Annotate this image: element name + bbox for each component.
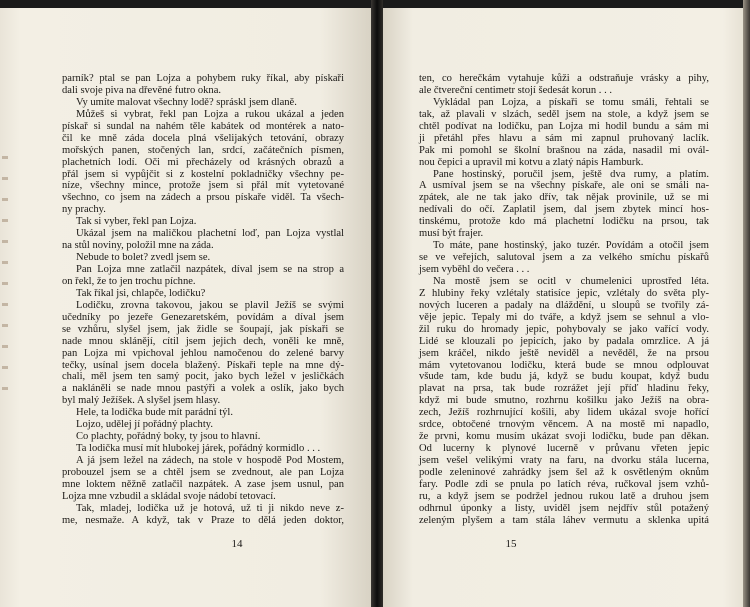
text-line: když mi bude smutno, rozhrnu košilku jako Ježíš na obra-: [419, 395, 709, 407]
text-line: ale čtvereční centimetr stojí šedesát korun . . .: [419, 84, 612, 96]
text-line: Lodičku, zrovna takovou, jakou se plavil Ježíš se svými: [76, 299, 344, 311]
text-line: chali, měl jsem ten samý pocit, jako bych ležel v jesličkách: [62, 371, 344, 383]
text-line: jsem vešel velikými vraty na faru, na dvorku stála lucerna,: [419, 455, 709, 466]
text-line: Pan Lojza mne zatlačil nazpátek, díval jsem se na strop a: [76, 264, 344, 275]
text-line: Tak, mladej, lodička už je hotová, už ti ji nikdo neve z-: [76, 502, 344, 514]
text-line: A usmíval jsem se na všechny pískaře, ale oni se smáli na-: [419, 180, 709, 192]
text-line: jsem kráčel, nikdo ještě neviděl a nevěděl, že na prsou: [419, 347, 709, 359]
page-edge-marks: [2, 138, 8, 398]
text-line: Co plachty, pořádný boky, ty jsou to hlavní.: [76, 431, 261, 443]
text-line: jsem vyběhl do večera . . .: [419, 264, 530, 275]
text-line: mám vytetovanou lodičku, která bude se mnou odplouvat: [419, 359, 709, 371]
text-line: Vy umíte malovat všechny lodě? spráskl jsem dlaně.: [76, 96, 297, 108]
text-line: A já jsem ležel na zádech, na stole v hospodě Pod Mostem,: [76, 455, 344, 466]
book-edge: [743, 0, 750, 607]
text-line: níze, všechny mince, protože jsem si přál mít vytetované: [62, 180, 344, 192]
text-line: Pane hostinský, poručil jsem, ještě dva rumy, a platím.: [433, 168, 709, 180]
text-line: Pak mi pomohl se školní brašnou na záda, nasadil mi ovál-: [419, 144, 709, 156]
text-line: plavat na prsa, tak bude rozrážet její příď hladinu řeky,: [419, 383, 709, 395]
text-line: se ve veřejích, salutoval jsem a za velkého smíchu pískařů: [419, 252, 709, 264]
text-line: ji přetáhl přes hlavu a sám mi zapnul pruhovaný laclík.: [419, 132, 709, 144]
text-line: Z hlubiny řeky vzlétaly statisíce jepic, vzlétaly do světa ply-: [419, 287, 709, 299]
text-line: fary. Podle zdi se pnula po latích réva, ručkoval jsem vzhů-: [419, 478, 709, 490]
text-line: podle zeleninové zahrádky jsem šel až k osvětleným oknům: [419, 466, 709, 478]
text-line: plachetních lodí. Oči mi přecházely od krásných obrazů a: [62, 156, 344, 168]
text-line: učedníky po jezeře Genezaretském, povídám a díval jsem: [62, 311, 344, 323]
text-line: zeleným plyšem a tam stála láhev vermutu a sklenka upitá: [419, 514, 709, 526]
right-page: [383, 8, 743, 607]
text-line: věje jepic. Tepaly mi do tváře, a když jsem se sehnul a vlo-: [419, 311, 709, 323]
text-line: Nebude to bolet? zvedl jsem se.: [76, 252, 211, 264]
text-line: nových luceren a padaly na dláždění, u sloupů se tvořily zá-: [419, 299, 709, 311]
left-page: [0, 8, 371, 607]
left-page-text: [62, 73, 344, 527]
text-line: nou čepici a upravil mi kotvu a zlatý nápis Hamburk.: [419, 156, 644, 168]
text-line: Tak si vyber, řekl pan Lojza.: [76, 216, 197, 228]
text-line: Ta lodička musí mít hlubokej járek, pořádný kormidlo . . .: [76, 443, 321, 455]
text-line: odhrnul úponky a listy, uviděl jsem nejdřív stůl potažený: [419, 502, 709, 514]
text-line: parník? ptal se pan Lojza a pohybem ruky říkal, aby pískaři: [62, 73, 344, 84]
text-line: Lojzo, udělej jí pořádný plachty.: [76, 419, 213, 431]
right-page-text: [419, 73, 709, 527]
text-line: byl malý Ježíšek. A slyšel jsem hlasy.: [62, 395, 221, 407]
text-line: mořských panen, stočených lan, srdcí, začátečních písmen,: [62, 144, 344, 156]
text-line: Vykládal pan Lojza, a pískaři se tomu smáli, řehtali se: [433, 96, 709, 108]
text-line: tečky, usínal jsem docela blažený. Pískaři teple na mne dý-: [62, 359, 344, 371]
text-line: chtěl podívat na lodičku, pan Lojza mi hodil bundu a sám mi: [419, 120, 709, 132]
text-line: tinskému, protože kdo má plachetní lodičku na prsou, tak: [419, 216, 709, 228]
text-line: čil ke mně záda docela plná všelijakých tetování, obrazy: [62, 132, 344, 144]
text-line: se vzhůru, slyšel jsem, jak židle se šoupají, jak pískaři se: [62, 323, 344, 335]
text-line: dali svoje piva na dřevěné futro okna.: [62, 84, 222, 96]
text-line: musí být frajer.: [419, 228, 484, 240]
text-line: všechno, co jsem na zádech a prsou pískaře viděl. Ta všech-: [62, 192, 344, 204]
text-line: přál jsem si vypůjčit si z kostelní pokladničky všechny pe-: [62, 168, 344, 180]
text-line: žil ruku do hromady jepic, pohybovaly se jako vařící vody.: [419, 323, 709, 335]
text-line: pan Lojza mi vpichoval jehlou namočenou do zelené barvy: [62, 347, 344, 359]
text-line: srdce, obtočené trnovým věncem. A na mostě mi napadlo,: [419, 419, 709, 431]
text-line: Hele, ta lodička bude mít parádní týl.: [76, 407, 233, 419]
text-line: Lidé se klouzali po jepicích, jako by padala omrzlice. A já: [419, 335, 709, 347]
left-page-number: 14: [231, 538, 243, 550]
text-line: že prvni, komu musím ukázat svoji lodičku, bude pan děkan.: [419, 431, 709, 443]
text-line: tak, až plavali v slzách, seděl jsem na stole, a když jsem se: [419, 108, 709, 120]
text-line: zpátek, ale ne tak jako dřív, tak nějak provinile, už se mi: [419, 192, 709, 204]
text-line: nedívali do očí. Zaplatil jsem, dal jsem zbytek mincí hos-: [419, 204, 709, 216]
text-line: Tak říkal jsi, chlapče, lodičku?: [76, 287, 206, 299]
text-line: Ukázal jsem na maličkou plachetní loď, pan Lojza vystlal: [76, 228, 344, 240]
text-line: probouzel jsem se a chtěl jsem se zvednout, ale pan Lojza: [62, 466, 344, 478]
text-line: a nakláněli se nade mnou pastýři a volek a oslík, jako bych: [62, 383, 344, 395]
right-page-number: 15: [505, 538, 517, 550]
text-line: pískař si sundal na nahém těle kabátek od montérek a nato-: [62, 120, 344, 132]
text-line: Lojza mne vzbudil a skládal svoje nádobí tetovací.: [62, 490, 276, 502]
book-gutter: [371, 0, 383, 607]
text-line: ten, co herečkám vytahuje kůži a odstraňuje vrásky a pihy,: [419, 73, 709, 84]
text-line: me, nesmaže. A když, tak v Praze to dělá jeden doktor,: [62, 514, 344, 526]
text-line: zech, Ježíš rozhrnující košili, aby lidem ukázal svoje hořící: [419, 407, 709, 419]
text-line: ru, a když jsem se podržel jednou rukou latě a druhou jsem: [419, 490, 709, 502]
text-line: všude tam, kde budu já, když se budu koupat, když budu: [419, 371, 709, 383]
text-line: nade mnou sklánějí, cítil jsem jejich dech, voněli ke mně,: [62, 335, 344, 347]
text-line: mne loktem něžně zatlačil nazpátek. A zase jsem usnul, pan: [62, 478, 344, 490]
text-line: na stůl noviny, položil mne na záda.: [62, 240, 214, 252]
text-line: Můžeš si vybrat, řekl pan Lojza a rukou ukázal a jeden: [76, 108, 344, 120]
text-line: Od lucerny k plynové lucerně v průvanu vřeten jepic: [419, 443, 709, 455]
text-line: on řekl, že to jen trochu píchne.: [62, 275, 196, 287]
text-line: ny prachy.: [62, 204, 106, 216]
text-line: Na mostě jsem se ocitl v chumelenici uprostřed léta.: [433, 275, 709, 287]
text-line: To máte, pane hostinský, jako tuzér. Povídám a otočil jsem: [433, 240, 709, 252]
